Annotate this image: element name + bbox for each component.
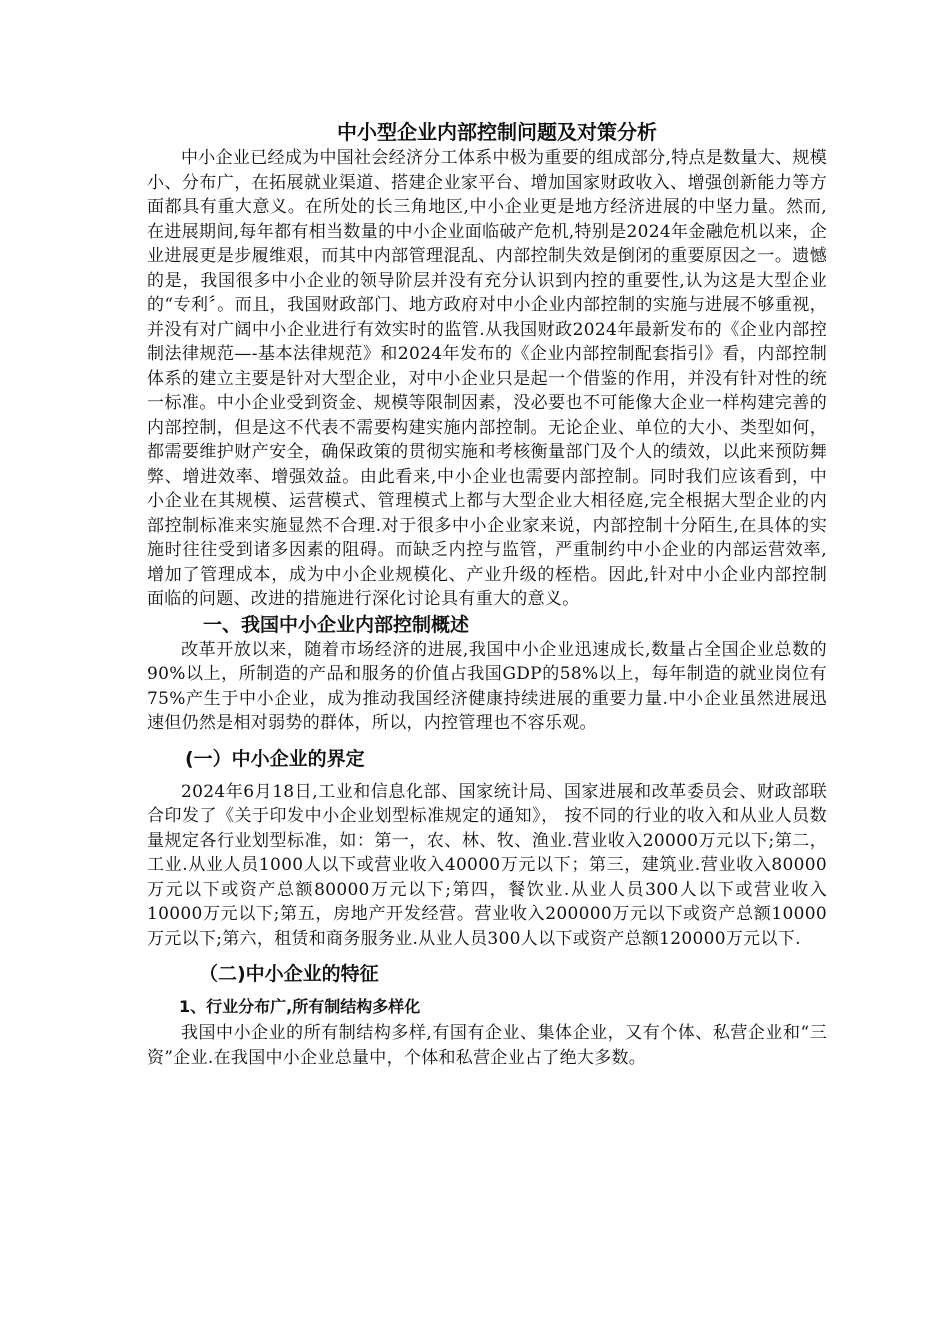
section-1-heading: 一、我国中小企业内部控制概述 [203,613,470,636]
subsection-2-item-1-heading: 1、行业分布广,所有制结构多样化 [179,997,421,1016]
intro-paragraph: 中小企业已经成为中国社会经济分工体系中极为重要的组成部分,特点是数量大、规模小、分布广，在拓展就业渠道、搭建企业家平台、增加国家财政收入、增强创新能力等方面都具有重大意义。在所处的长三角地区,中小企业更是地方经济进展的中坚力量。然而,在进展期间,每年都有相当数量的中小企业面临破产危机,特别是2024年金融危机以来，企业进展更是步履维艰，而其中内部管理混乱、内部控制失效是倒闭的重要原因之一。遗憾的是，我国很多中小企业的领导阶层并没有充分认识到内控的重要性,认为这是大型企业的“专利〞。而且，我国财政部门、地方政府对中小企业内部控制的实施与进展不够重视，并没有对广阔中小企业进行有效实时的监管.从我国财政2024年最新发布的《企业内部控制法律规范—-基本法律规范》和2024年发布的《企业内部控制配套指引》看，内部控制体系的建立主要是针对大型企业，对中小企业只是起一个借鉴的作用，并没有针对性的统一标准。中小企业受到资金、规模等限制因素，没必要也不可能像大企业一样构建完善的内部控制，但是这不代表不需要构建实施内部控制。无论企业、单位的大小、类型如何，都需要维护财产安全，确保政策的贯彻实施和考核衡量部门及个人的绩效，以此来预防舞弊、增进效率、增强效益。由此看来,中小企业也需要内部控制。同时我们应该看到，中小企业在其规模、运营模式、管理模式上都与大型企业大相径庭,完全根据大型企业的内部控制标准来实施显然不合理.对于很多中小企业家来说，内部控制十分陌生,在具体的实施时往往受到诸多因素的阻碍。而缺乏内控与监管，严重制约中小企业的内部运营效率,增加了管理成本，成为中小企业规模化、产业升级的桎梏。因此,针对中小企业内部控制面临的问题、改进的措施进行深化讨论具有重大的意义。 [147,148,827,609]
section-1-paragraph: 改革开放以来，随着市场经济的进展,我国中小企业迅速成长,数量占全国企业总数的90%以上，所制造的产品和服务的价值占我国GDP的58%以上，每年制造的就业岗位有75%产生于中小企业，成为推动我国经济健康持续进展的重要力量.中小企业虽然进展迅速但仍然是相对弱势的群体，所以，内控管理也不容乐观。 [147,639,827,733]
subsection-1-paragraph: 2024年6月18日,工业和信息化部、国家统计局、国家进展和改革委员会、财政部联合印发了《关于印发中小企业划型标准规定的通知》， 按不同的行业的收入和从业人员数量规定各行业划型标准，如：第一，农、林、牧、渔业.营业收入20000万元以下;第二，工业.从业人员1000人以下或营业收入40000万元以下；第三，建筑业.营业收入80000万元以下或资产总额80000万元以下;第四，餐饮业.从业人员300人以下或营业收入10000万元以下;第五，房地产开发经营。营业收入200000万元以下或资产总额10000万元以下;第六，租赁和商务服务业.从业人员300人以下或资产总额120000万元以下. [147,781,827,949]
document-title: 中小型企业内部控制问题及对策分析 [337,120,657,144]
subsection-1-heading: (一）中小企业的界定 [185,747,365,770]
subsection-2-heading: （二)中小企业的特征 [199,963,379,985]
document-page [147,118,827,1070]
subsection-2-item-1-paragraph: 我国中小企业的所有制结构多样,有国有企业、集体企业，又有个体、私营企业和“三资”企业.在我国中小企业总量中，个体和私营企业占了绝大多数。 [147,1023,827,1068]
